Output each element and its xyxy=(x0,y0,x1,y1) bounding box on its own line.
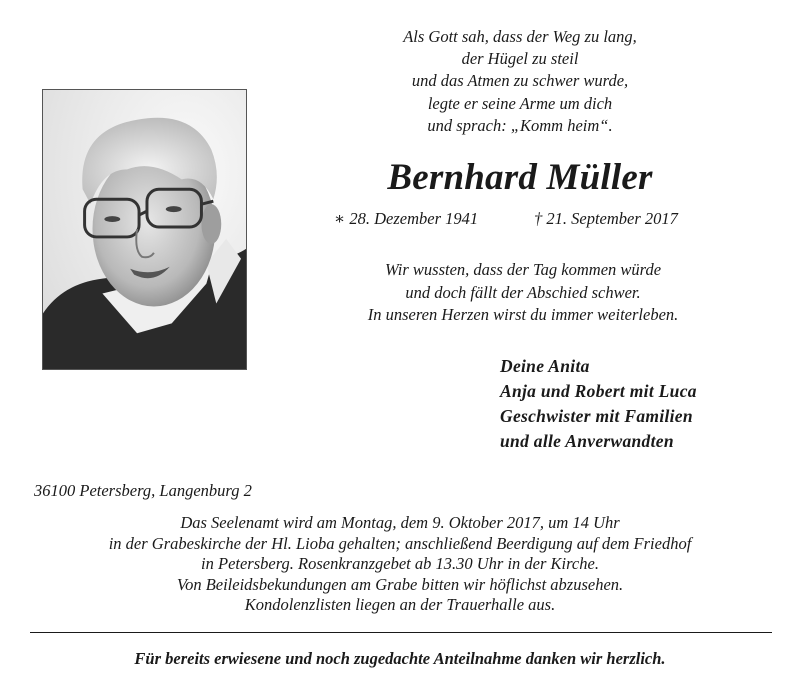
service-line: in der Grabeskirche der Hl. Lioba gehalten; anschließend Beerdigung auf dem Friedhof xyxy=(108,533,692,553)
opening-poem xyxy=(330,26,710,137)
poem-line: legte er seine Arme um dich xyxy=(427,93,613,113)
death-date: † 21. September 2017 xyxy=(534,209,678,228)
funeral-service-info xyxy=(20,513,780,616)
mourner-entry: Geschwister mit Familien xyxy=(500,406,693,426)
service-line: Von Beileidsbekundungen am Grabe bitten wir höflichst abzusehen. xyxy=(176,574,624,594)
poem-line: und das Atmen zu schwer wurde, xyxy=(411,71,629,91)
family-address: 36100 Petersberg, Langenburg 2 xyxy=(34,481,252,500)
mourner-entry: und alle Anverwandten xyxy=(500,431,674,451)
service-line: in Petersberg. Rosenkranzgebet ab 13.30 Uhr in der Kirche. xyxy=(201,554,599,573)
verse-line: und doch fällt der Abschied schwer. xyxy=(405,282,641,302)
farewell-verse xyxy=(318,259,728,327)
poem-line: der Hügel zu steil xyxy=(461,49,579,69)
poem-line: Als Gott sah, dass der Weg zu lang, xyxy=(403,27,637,46)
birth-date: ∗ 28. Dezember 1941 xyxy=(334,209,479,228)
poem-line: und sprach: „Komm heim“. xyxy=(427,115,613,135)
service-line: Kondolenzlisten liegen an der Trauerhalle aus. xyxy=(244,595,556,614)
portrait-photo xyxy=(42,89,247,370)
portrait-illustration xyxy=(43,90,246,369)
mourners-list xyxy=(500,354,790,454)
verse-line: In unseren Herzen wirst du immer weiterleben. xyxy=(367,305,679,324)
divider-line xyxy=(30,632,772,633)
service-line: Das Seelenamt wird am Montag, dem 9. Oktober 2017, um 14 Uhr xyxy=(180,513,620,532)
thanks-note: Für bereits erwiesene und noch zugedachte Anteilnahme danken wir herzlich. xyxy=(134,649,666,668)
mourner-entry: Anja und Robert mit Luca xyxy=(500,381,697,401)
verse-line: Wir wussten, dass der Tag kommen würde xyxy=(384,260,662,279)
deceased-name: Bernhard Müller xyxy=(387,157,653,198)
mourner-entry: Deine Anita xyxy=(500,356,590,376)
